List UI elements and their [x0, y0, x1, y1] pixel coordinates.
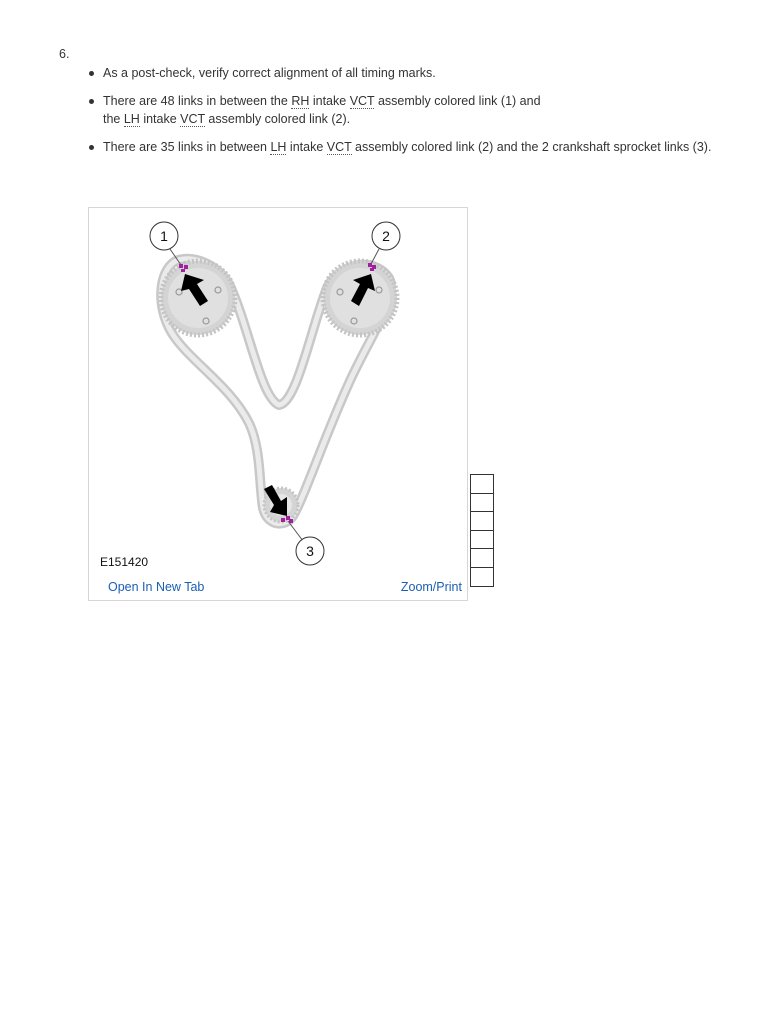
abbr-vct[interactable]: VCT — [349, 94, 375, 108]
table-cell — [471, 493, 494, 512]
table-cell — [471, 530, 494, 549]
abbr-lh[interactable]: LH — [123, 112, 140, 126]
table-cell — [471, 567, 494, 586]
list-item: There are 48 links in between the RH intake VCT assembly colored link (1) and the LH intake VCT assembly colored link (2). — [85, 92, 735, 128]
abbr-vct[interactable]: VCT — [180, 112, 205, 126]
table-row — [471, 530, 494, 549]
table-row — [471, 493, 494, 512]
callout-3 — [296, 537, 324, 565]
list-item: As a post-check, verify correct alignment of all timing marks. — [85, 64, 735, 82]
table-cell — [471, 512, 494, 531]
image-id: E151420 — [100, 555, 149, 569]
svg-text:3: 3 — [306, 543, 314, 559]
table-cell — [471, 475, 494, 494]
step-number: 6. — [59, 47, 70, 61]
table-row — [471, 512, 494, 531]
instruction-list — [85, 64, 735, 156]
abbr-vct[interactable]: VCT — [326, 140, 352, 154]
table-row — [471, 567, 494, 586]
open-in-new-tab-link[interactable]: Open In New Tab — [108, 580, 205, 594]
zoom-print-link[interactable]: Zoom/Print — [400, 580, 462, 594]
svg-text:1: 1 — [160, 228, 168, 244]
abbr-lh[interactable]: LH — [270, 140, 287, 154]
list-item: There are 35 links in between LH intake VCT assembly colored link (2) and the 2 crankshaft sprocket links (3). — [85, 138, 735, 156]
callout-2 — [372, 222, 400, 250]
abbr-rh[interactable]: RH — [291, 94, 310, 108]
timing-chain-diagram — [89, 208, 469, 602]
table-row — [471, 475, 494, 494]
table-row — [471, 549, 494, 568]
svg-text:2: 2 — [382, 228, 390, 244]
callout-1 — [150, 222, 178, 250]
table-cell — [471, 549, 494, 568]
empty-side-table — [470, 474, 494, 587]
timing-chain-figure — [88, 207, 468, 601]
